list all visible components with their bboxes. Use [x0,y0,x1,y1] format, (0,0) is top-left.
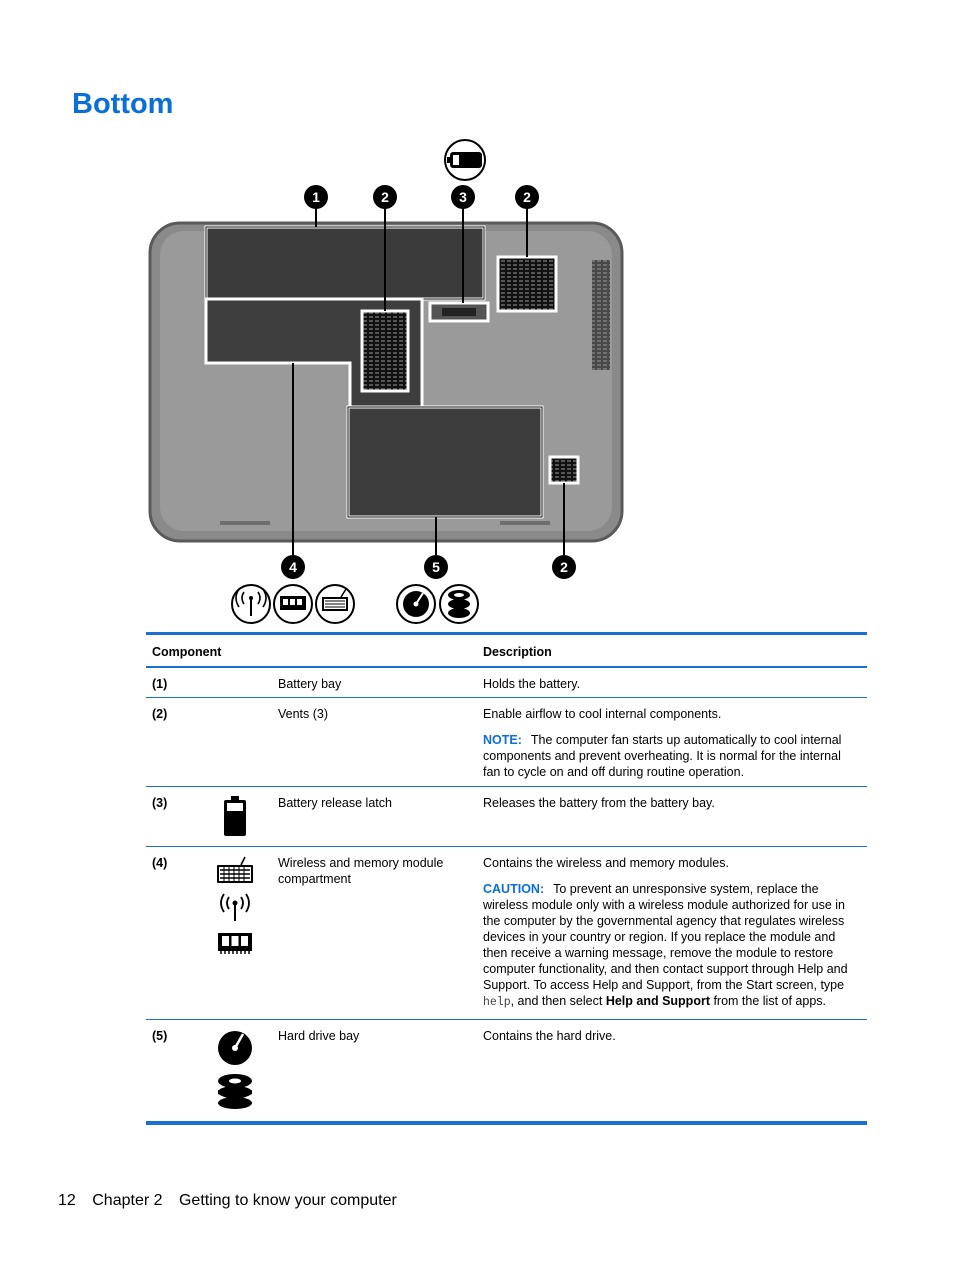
svg-text:2: 2 [381,189,389,205]
row-number: (3) [152,795,168,810]
svg-text:2: 2 [523,189,531,205]
component-name: Battery bay [278,677,342,691]
component-name: Hard drive bay [278,1028,360,1043]
chapter-label: Chapter 2 [92,1192,163,1209]
note-paragraph [483,732,859,780]
page-title: Bottom [72,88,174,120]
svg-text:5: 5 [432,559,440,575]
caution-text: To prevent an unresponsive system, replace the wireless module only with a wireless module authorized for use in the computer by the governmental agency that regulates wireless devices in your country or region. If you replace the module and then receive a warning message, remove the module to restore computer functionality, and then contact support through Help and Support. To access Help and Support, from the Start screen, type [483,881,848,992]
hard-drive-bay [348,407,542,517]
page-footer [58,1192,409,1210]
caution-mid: , and then select [510,993,606,1008]
note-label: NOTE: [483,732,522,747]
table-row [146,846,867,1019]
component-description: Contains the wireless and memory modules. [483,855,729,870]
component-name: Vents (3) [278,706,329,721]
component-description: Enable airflow to cool internal components. [483,706,722,721]
row-number: (2) [152,706,168,721]
vent-top-right [498,257,556,311]
callout-2 [373,185,397,209]
vent-bottom-right [550,457,578,483]
row-number: (5) [152,1028,168,1043]
disk-stack-icon [440,585,478,623]
memory-module-icon [215,929,255,957]
component-description: Releases the battery from the battery bay. [483,795,715,810]
battery-bay-callout-box [206,227,484,299]
callout-2c [552,555,576,579]
callout-3 [451,185,475,209]
table-header-row [146,634,867,668]
wireless-icon [215,893,255,927]
wireless-icon [232,585,270,623]
caution-label: CAUTION: [483,881,545,896]
table-row [146,697,867,786]
caution-paragraph [483,881,859,1011]
keyboard-icon [316,585,354,623]
header-description: Description [483,634,867,668]
vent-middle [362,311,408,391]
callout-2b [515,185,539,209]
battery-icon [223,795,247,837]
caution-bold: Help and Support [605,993,710,1008]
battery-icon [445,140,485,180]
table-row [146,786,867,846]
svg-text:4: 4 [289,559,297,575]
component-description: Contains the hard drive. [483,1028,616,1043]
table-row [146,1019,867,1123]
component-description: Holds the battery. [483,677,581,691]
svg-text:2: 2 [560,559,568,575]
row-number: (1) [152,677,168,691]
hard-drive-icon [215,1028,255,1068]
components-table [146,632,867,1125]
svg-text:1: 1 [312,189,320,205]
row-number: (4) [152,855,168,870]
memory-module-icon [274,585,312,623]
callout-5 [424,555,448,579]
computer-bottom-figure [140,135,640,630]
keyboard-icon [215,855,255,887]
component-name: Battery release latch [278,795,392,810]
disk-stack-icon [215,1072,255,1112]
chapter-title: Getting to know your computer [178,1192,397,1209]
svg-text:3: 3 [459,189,467,205]
page-number: 12 [58,1192,76,1209]
note-text: The computer fan starts up automatically to cool internal components and prevent overheating. It is normal for the internal fan to cycle on and off during routine operation. [483,732,842,779]
hard-drive-icon [397,585,435,623]
table-row [146,667,867,697]
callout-1 [304,185,328,209]
component-name: Wireless and memory module compartment [278,855,444,886]
header-component: Component [146,634,483,668]
side-vent [592,260,610,370]
callout-4 [281,555,305,579]
caution-end: from the list of apps. [709,993,827,1008]
caution-code: help [483,995,511,1009]
